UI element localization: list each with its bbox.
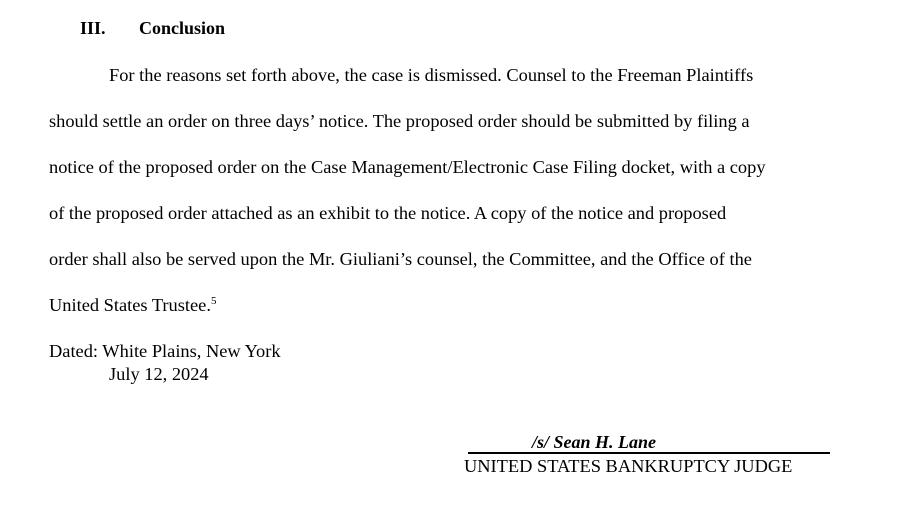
paragraph-line: notice of the proposed order on the Case Management/Electronic Case Filing docket, with a copy	[49, 157, 766, 177]
section-number: III.	[80, 18, 106, 38]
signature-title: UNITED STATES BANKRUPTCY JUDGE	[464, 456, 793, 476]
paragraph-line: United States Trustee.	[49, 295, 211, 315]
dated-date: July 12, 2024	[109, 364, 209, 384]
footnote-marker[interactable]: 5	[210, 295, 217, 307]
paragraph-line: For the reasons set forth above, the case is dismissed. Counsel to the Freeman Plaintiffs	[109, 65, 754, 85]
paragraph-last-line	[49, 294, 216, 316]
dated-block	[49, 340, 281, 386]
signature-block	[464, 432, 830, 478]
signature-name: /s/ Sean H. Lane	[468, 432, 830, 454]
section-title: Conclusion	[139, 18, 226, 38]
section-heading	[80, 18, 225, 39]
paragraph-line: should settle an order on three days’ notice. The proposed order should be submitted by filing a	[49, 111, 750, 131]
dated-location: Dated: White Plains, New York	[49, 341, 281, 361]
paragraph-line: of the proposed order attached as an exhibit to the notice. A copy of the notice and proposed	[49, 203, 727, 223]
paragraph-line: order shall also be served upon the Mr. Giuliani’s counsel, the Committee, and the Office of the	[49, 249, 752, 269]
